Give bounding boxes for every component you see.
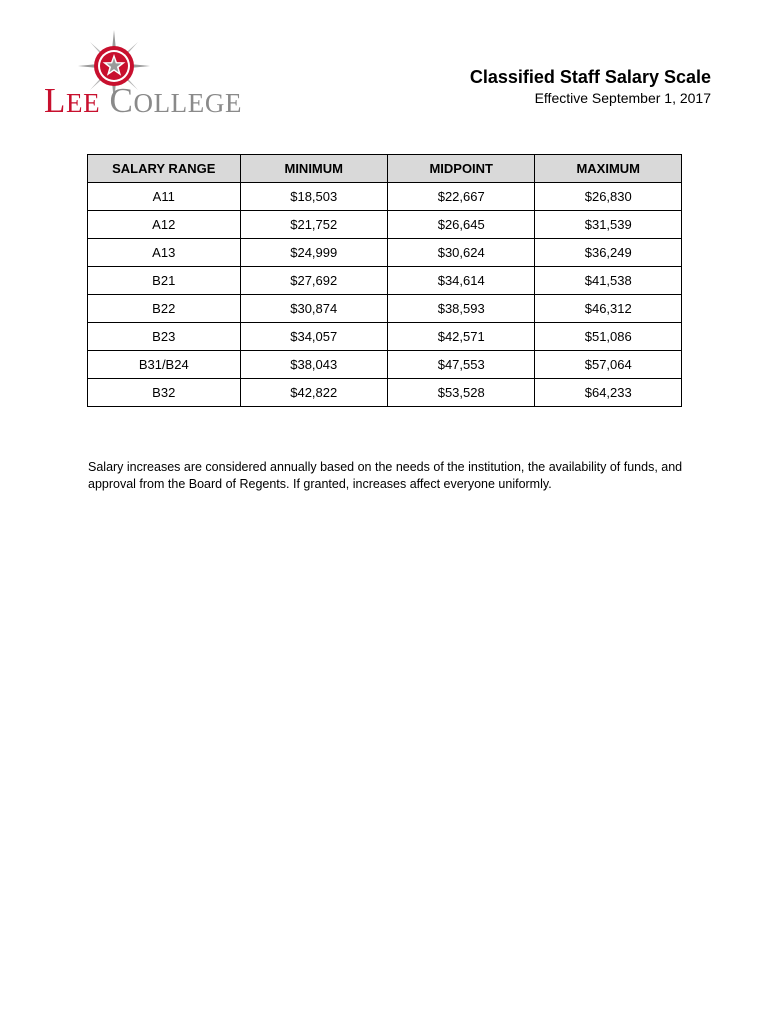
cell-minimum: $38,043 (240, 351, 387, 379)
cell-minimum: $27,692 (240, 267, 387, 295)
cell-maximum: $57,064 (535, 351, 682, 379)
table-row (88, 239, 682, 267)
logo-wordmark-first-initial: L (44, 81, 66, 120)
cell-maximum: $51,086 (535, 323, 682, 351)
document-subtitle: Effective September 1, 2017 (534, 90, 711, 106)
cell-midpoint: $42,571 (387, 323, 534, 351)
cell-minimum: $18,503 (240, 183, 387, 211)
table-row (88, 211, 682, 239)
cell-minimum: $21,752 (240, 211, 387, 239)
cell-midpoint: $22,667 (387, 183, 534, 211)
cell-maximum: $41,538 (535, 267, 682, 295)
column-header-midpoint: MIDPOINT (387, 155, 534, 183)
cell-maximum: $64,233 (535, 379, 682, 407)
cell-midpoint: $53,528 (387, 379, 534, 407)
salary-increase-note: Salary increases are considered annually based on the needs of the institution, the availability of funds, and approval from the Board of Regents. If granted, increases affect everyone uniformly. (88, 459, 683, 491)
cell-midpoint: $34,614 (387, 267, 534, 295)
lee-college-logo (44, 30, 266, 120)
cell-minimum: $24,999 (240, 239, 387, 267)
logo-wordmark-second-rest: OLLEGE (133, 88, 243, 118)
cell-salary-range: A13 (88, 239, 241, 267)
cell-midpoint: $26,645 (387, 211, 534, 239)
table-row (88, 295, 682, 323)
logo-wordmark (44, 82, 242, 122)
table-row (88, 351, 682, 379)
logo-wordmark-first-rest: EE (65, 88, 101, 118)
cell-maximum: $26,830 (535, 183, 682, 211)
cell-minimum: $34,057 (240, 323, 387, 351)
logo-wordmark-second-initial: C (109, 81, 134, 120)
cell-salary-range: B21 (88, 267, 241, 295)
cell-maximum: $46,312 (535, 295, 682, 323)
table-row (88, 323, 682, 351)
cell-salary-range: A11 (88, 183, 241, 211)
cell-maximum: $36,249 (535, 239, 682, 267)
cell-salary-range: B23 (88, 323, 241, 351)
table-row (88, 267, 682, 295)
table-row (88, 379, 682, 407)
column-header-salary-range: SALARY RANGE (88, 155, 241, 183)
cell-salary-range: B22 (88, 295, 241, 323)
cell-salary-range: B31/B24 (88, 351, 241, 379)
table-row (88, 183, 682, 211)
cell-midpoint: $30,624 (387, 239, 534, 267)
cell-minimum: $42,822 (240, 379, 387, 407)
column-header-minimum: MINIMUM (240, 155, 387, 183)
cell-midpoint: $38,593 (387, 295, 534, 323)
cell-salary-range: A12 (88, 211, 241, 239)
cell-maximum: $31,539 (535, 211, 682, 239)
cell-midpoint: $47,553 (387, 351, 534, 379)
table-header-row (88, 155, 682, 183)
cell-minimum: $30,874 (240, 295, 387, 323)
salary-scale-table (87, 154, 682, 407)
cell-salary-range: B32 (88, 379, 241, 407)
document-title: Classified Staff Salary Scale (469, 67, 711, 87)
column-header-maximum: MAXIMUM (535, 155, 682, 183)
